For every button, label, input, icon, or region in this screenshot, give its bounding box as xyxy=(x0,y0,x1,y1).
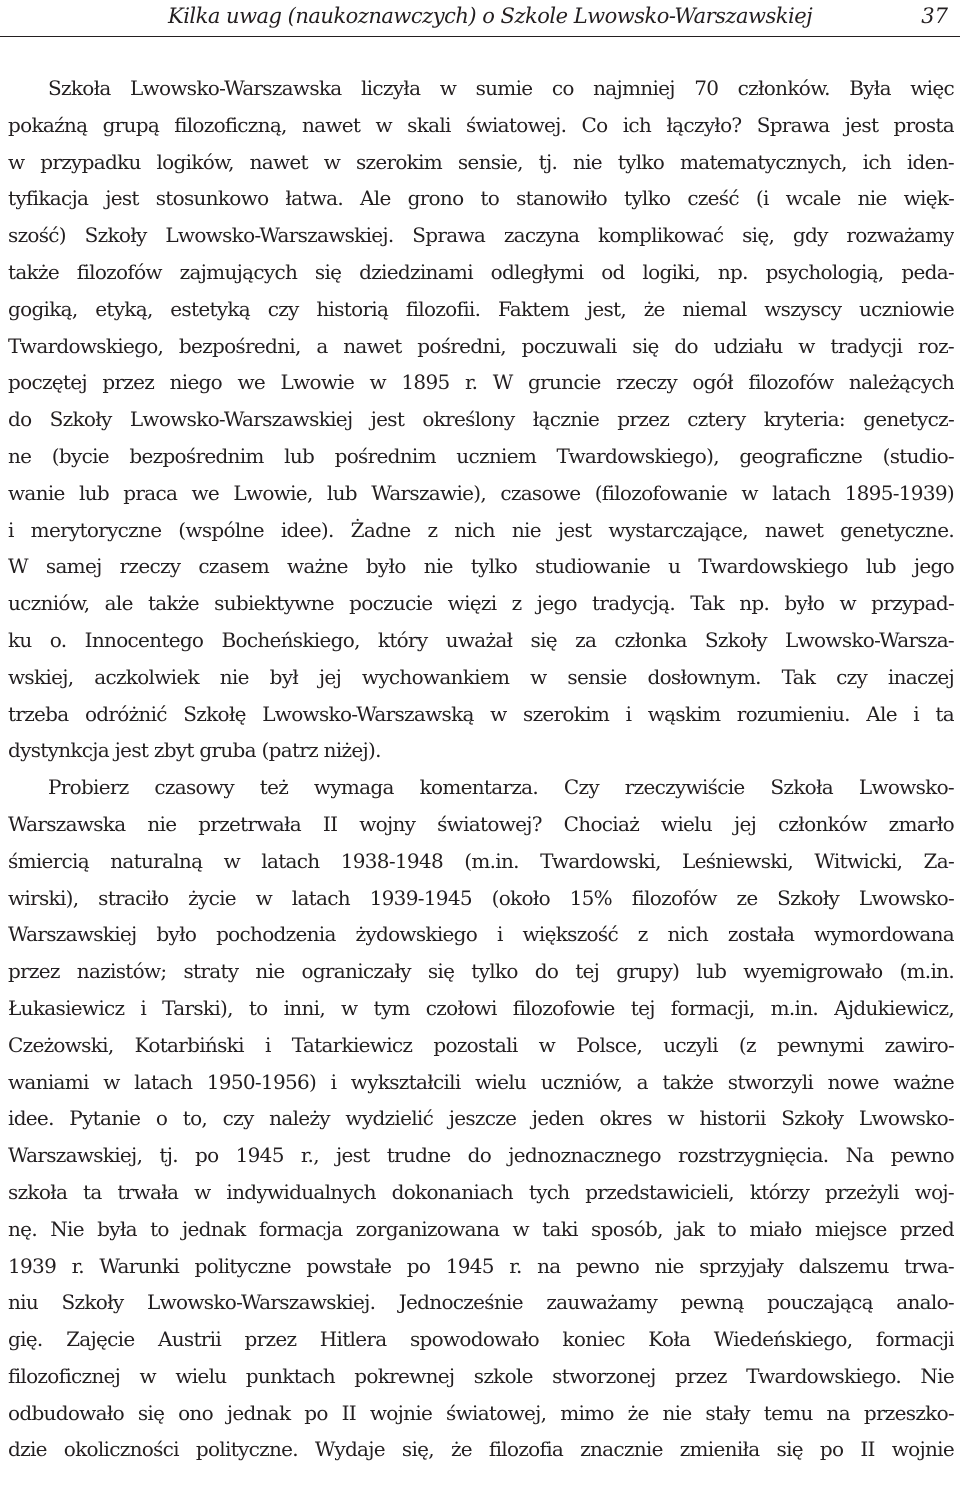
text-line: Warszawska nie przetrwała II wojny światowej? Chociaż wielu jej członków zmarło xyxy=(8,811,954,836)
text-line: uczniów, ale także subiektywne poczucie więzi z jego tradycją. Tak np. było w przypad- xyxy=(8,591,954,616)
text-line: wirski), straciło życie w latach 1939-1945 (około 15% filozofów ze Szkoły Lwowsko- xyxy=(8,885,954,910)
text-line: do Szkoły Lwowsko-Warszawskiej jest określony łącznie przez cztery kryteria: genetycz- xyxy=(8,407,954,432)
text-line: Czeżowski, Kotarbiński i Tatarkiewicz pozostali w Polsce, uczyli (z pewnymi zawiro- xyxy=(8,1032,954,1057)
text-line: nę. Nie była to jednak formacja zorganizowana w taki sposób, jak to miało miejsce przed xyxy=(8,1216,954,1241)
text-line: i merytoryczne (wspólne idee). Żadne z nich nie jest wystarczające, nawet genetyczne. xyxy=(8,517,954,542)
text-line: dystynkcja jest zbyt gruba (patrz niżej). xyxy=(8,738,381,763)
text-line: filozoficznej w wielu punktach pokrewnej szkole stworzonej przez Twardowskiego. Nie xyxy=(8,1363,954,1388)
text-line: niu Szkoły Lwowsko-Warszawskiej. Jednocześnie zauważamy pewną pouczającą analo- xyxy=(8,1290,954,1315)
text-line: 1939 r. Warunki polityczne powstałe po 1945 r. na pewno nie sprzyjały dalszemu trwa- xyxy=(8,1253,954,1278)
text-line: szkoła ta trwała w indywidualnych dokonaniach tych przedstawicieli, którzy przeżyli woj- xyxy=(8,1179,954,1204)
text-line: ku o. Innocentego Bocheńskiego, który uważał się za członka Szkoły Lwowsko-Warsza- xyxy=(8,627,954,652)
text-line: Warszawskiej, tj. po 1945 r., jest trudne do jednoznacznego rozstrzygnięcia. Na pewno xyxy=(8,1143,954,1168)
text-line: pokaźną grupą filozoficzną, nawet w skali światowej. Co ich łączyło? Sprawa jest prosta xyxy=(8,112,954,137)
text-line: idee. Pytanie o to, czy należy wydzielić jeszcze jeden okres w historii Szkoły Lwowsko- xyxy=(8,1106,954,1131)
text-line: trzeba odróżnić Szkołę Lwowsko-Warszawską w szerokim i wąskim rozumieniu. Ale i ta xyxy=(8,701,954,726)
text-line: przez nazistów; straty nie ograniczały się tylko do tej grupy) lub wyemigrowało (m.in. xyxy=(8,959,954,984)
text-line: odbudowało się ono jednak po II wojnie światowej, mimo że nie stały temu na przeszko- xyxy=(8,1400,954,1425)
text-line: gogiką, etyką, estetyką czy historią filozofii. Faktem jest, że niemal wszyscy uczniowie xyxy=(8,296,954,321)
text-line: gię. Zajęcie Austrii przez Hitlera spowodowało koniec Koła Wiedeńskiego, formacji xyxy=(8,1327,954,1352)
text-line: Probierz czasowy też wymaga komentarza. Czy rzeczywiście Szkoła Lwowsko- xyxy=(48,775,954,800)
text-line: szość) Szkoły Lwowsko-Warszawskiej. Sprawa zaczyna komplikować się, gdy rozważamy xyxy=(8,223,954,248)
text-line: ne (bycie bezpośrednim lub pośrednim uczniem Twardowskiego), geograficzne (studio- xyxy=(8,443,954,468)
body-text xyxy=(8,70,954,1468)
text-line: Szkoła Lwowsko-Warszawska liczyła w sumie co najmniej 70 członków. Była więc xyxy=(48,76,954,100)
text-line: W samej rzeczy czasem ważne było nie tylko studiowanie u Twardowskiego lub jego xyxy=(8,554,954,579)
page-header xyxy=(0,0,960,37)
text-line: tyfikacja jest stosunkowo łatwa. Ale grono to stanowiło tylko cześć (i wcale nie więk- xyxy=(8,186,954,211)
text-line: Twardowskiego, bezpośredni, a nawet pośredni, poczuwali się do udziału w tradycji roz- xyxy=(8,333,954,358)
text-line: wskiej, aczkolwiek nie był jej wychowankiem w sensie dosłownym. Tak czy inaczej xyxy=(8,664,954,689)
text-line: w przypadku logików, nawet w szerokim sensie, tj. nie tylko matematycznych, ich iden- xyxy=(8,149,954,174)
text-line: także filozofów zajmujących się dziedzinami odległymi od logiki, np. psychologią, peda- xyxy=(8,259,954,284)
text-line: śmiercią naturalną w latach 1938-1948 (m.in. Twardowski, Leśniewski, Witwicki, Za- xyxy=(8,848,954,873)
running-title: Kilka uwag (naukoznawczych) o Szkole Lwowsko-Warszawskiej xyxy=(168,4,813,28)
text-line: poczętej przez niego we Lwowie w 1895 r. W gruncie rzeczy ogół filozofów należących xyxy=(8,370,954,395)
paragraph-1 xyxy=(8,70,954,769)
paragraph-2 xyxy=(8,769,954,1468)
text-line: wanie lub praca we Lwowie, lub Warszawie), czasowe (filozofowanie w latach 1895-1939) xyxy=(8,480,954,505)
text-line: waniami w latach 1950-1956) i wykształcili wielu uczniów, a także stworzyli nowe ważne xyxy=(8,1069,954,1094)
text-line: dzie okoliczności polityczne. Wydaje się, że filozofia znacznie zmieniła się po II wojnie xyxy=(8,1437,954,1462)
page-number: 37 xyxy=(921,4,948,28)
text-line: Łukasiewicz i Tarski), to inni, w tym czołowi filozofowie tej formacji, m.in. Ajdukiewicz, xyxy=(8,995,954,1020)
text-line: Warszawskiej było pochodzenia żydowskiego i większość z nich została wymordowana xyxy=(8,922,954,947)
